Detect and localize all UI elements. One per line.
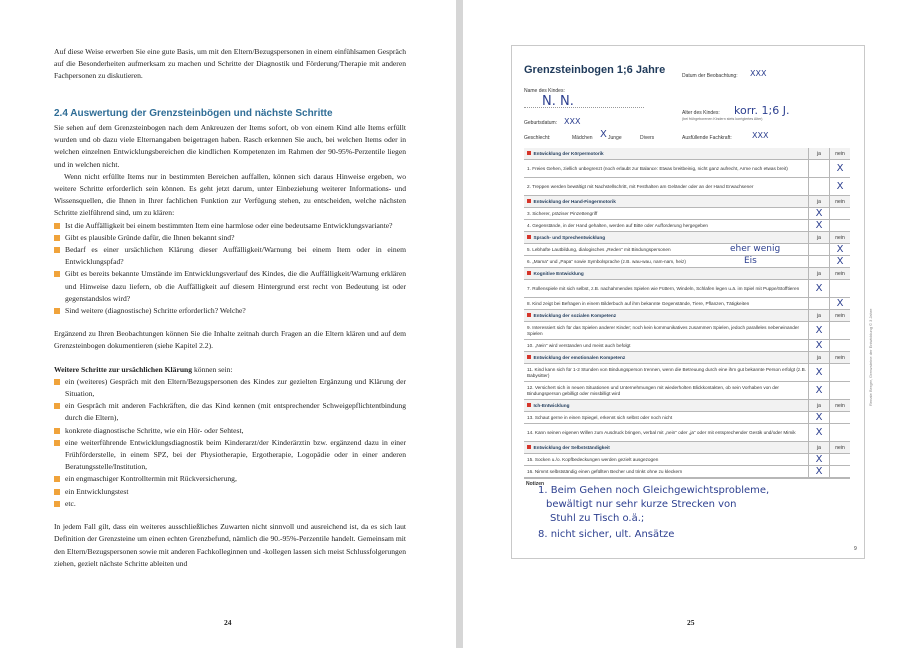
- yes-header: ja: [808, 148, 829, 159]
- no-mark-icon: X: [836, 181, 844, 192]
- note-line-4: 8. nicht sicher, ult. Ansätze: [538, 529, 675, 540]
- item-row: [524, 412, 850, 424]
- yes-header: ja: [808, 352, 829, 363]
- notes-label: Notizen: [526, 481, 545, 487]
- item-row: [524, 160, 850, 178]
- item-text: 4. Gegenstände, in der Hand gehalten, werden auf Bitte oder Aufforderung hergegeben: [527, 222, 709, 228]
- form-page-number: 9: [854, 546, 857, 552]
- no-cell[interactable]: [829, 256, 850, 267]
- no-cell[interactable]: [829, 280, 850, 297]
- form-title: Grenzsteinbogen 1;6 Jahre: [524, 64, 666, 76]
- no-mark-icon: X: [836, 256, 844, 267]
- item-row: [524, 424, 850, 442]
- yes-cell[interactable]: [808, 424, 829, 441]
- item-row: [524, 280, 850, 298]
- steps-lead-bold: Weitere Schritte zur ursächlichen Klärung: [54, 364, 193, 374]
- note-line-2: bewältigt nur sehr kurze Strecken von: [546, 499, 737, 510]
- handwritten-note-6: Eis: [744, 256, 757, 266]
- no-cell[interactable]: [829, 208, 850, 219]
- item-text: 5. Lebhafte Lautbildung, dialogisches „Reden“ mit Bindungspersonen: [527, 246, 671, 252]
- left-page: [0, 0, 456, 648]
- page-number-left: 24: [224, 618, 232, 627]
- item-text: 1. Freies Gehen, ziellich unbegrenzt (noch erlaubt zur Balance: Etwas breitbeinig, nicht ganz aufrecht, Arme noch etwas breit): [527, 165, 788, 171]
- yes-cell[interactable]: [808, 322, 829, 339]
- section-row: [524, 310, 850, 322]
- side-copyright: Renate Berger, Grenzsteine der Entwicklung © 3 Jahre: [868, 308, 873, 406]
- no-header: nein: [829, 442, 850, 453]
- question-list: [54, 220, 406, 318]
- yes-mark-icon: X: [815, 208, 823, 219]
- section-title: Ich-Entwicklung: [524, 403, 808, 409]
- no-header: nein: [829, 196, 850, 207]
- body-text: [54, 122, 406, 570]
- section-row: [524, 196, 850, 208]
- no-cell[interactable]: [829, 340, 850, 351]
- item-row: [524, 298, 850, 310]
- note-line-1: 1. Beim Gehen noch Gleichgewichtsprobleme,: [538, 485, 770, 496]
- yes-cell[interactable]: [808, 364, 829, 381]
- no-cell[interactable]: [829, 466, 850, 477]
- no-cell[interactable]: [829, 178, 850, 195]
- list-item: Ist die Auffälligkeit bei einem bestimmten Item eine harmlose oder eine bedeutsame Entwicklungsvariante?: [54, 220, 406, 232]
- list-item: ein (weiteres) Gespräch mit den Eltern/Bezugspersonen des Kindes zur gezielten Ergänzung und Klärung der Situation,: [54, 376, 406, 400]
- sex-male: Junge: [608, 135, 622, 141]
- sex-label: Geschlecht:: [524, 135, 551, 141]
- no-mark-icon: X: [836, 244, 844, 255]
- section-row: [524, 148, 850, 160]
- yes-mark-icon: X: [815, 466, 823, 477]
- list-item: ein Entwicklungstest: [54, 486, 406, 498]
- list-item: konkrete diagnostische Schritte, wie ein Hör- oder Sehtest,: [54, 425, 406, 437]
- no-cell[interactable]: [829, 160, 850, 177]
- item-text: 7. Rollenspiele mit sich selbst, z.B. nachahmendes Spielen wie Füttern, Windeln, Schlafen legen u.ä. im Spiel mit Puppe/Stofftieren: [527, 285, 800, 291]
- yes-header: ja: [808, 310, 829, 321]
- list-item: Sind weitere (diagnostische) Schritte erforderlich? Welche?: [54, 305, 406, 317]
- list-item: Gibt es plausible Gründe dafür, die Ihnen bekannt sind?: [54, 232, 406, 244]
- item-row: [524, 220, 850, 232]
- no-header: nein: [829, 310, 850, 321]
- no-cell[interactable]: [829, 454, 850, 465]
- yes-header: ja: [808, 400, 829, 411]
- item-row: [524, 364, 850, 382]
- dob-label: Geburtsdatum:: [524, 120, 558, 126]
- yes-mark-icon: X: [815, 367, 823, 378]
- item-row: [524, 244, 850, 256]
- no-cell[interactable]: [829, 382, 850, 399]
- item-row: [524, 466, 850, 478]
- section-title: Entwicklung der emotionalen Kompetenz: [524, 355, 808, 361]
- yes-header: ja: [808, 442, 829, 453]
- section-row: [524, 232, 850, 244]
- yes-cell[interactable]: [808, 412, 829, 423]
- no-cell[interactable]: [829, 244, 850, 255]
- paragraph-3: Ergänzend zu Ihren Beobachtungen können Sie die Inhalte zeitnah durch Fragen an die Eltern klären und auf dem Grenzsteinbogen dokumentieren (siehe Kapitel 2.2).: [54, 329, 406, 351]
- steps-lead: [54, 364, 406, 376]
- item-row: [524, 340, 850, 352]
- no-header: nein: [829, 352, 850, 363]
- yes-mark-icon: X: [815, 220, 823, 231]
- yes-cell[interactable]: [808, 244, 829, 255]
- name-value: N. N.: [542, 94, 574, 109]
- notes-box: [524, 478, 850, 551]
- age-label: Alter des Kindes:: [682, 110, 720, 116]
- list-item: Bedarf es einer ursächlichen Klärung dieser Auffälligkeit/Warnung bei einem Item oder in einem Entwicklungspfad?: [54, 244, 406, 268]
- no-cell[interactable]: [829, 220, 850, 231]
- intro-text: Auf diese Weise erwerben Sie eine gute Basis, um mit den Eltern/Bezugspersonen in einem einfühlsamen Gespräch auf die Besonderheiten aufmerksam zu machen und Schritte der Diagnostik und Förderung/Therapie mit anderen Fachpersonen zu diskutieren.: [54, 47, 406, 81]
- item-table: [524, 148, 850, 478]
- yes-cell[interactable]: [808, 208, 829, 219]
- yes-cell[interactable]: [808, 256, 829, 267]
- section-row: [524, 268, 850, 280]
- section-title: Entwicklung der Körpermotorik: [524, 151, 808, 157]
- handwritten-note-5: eher wenig: [730, 244, 781, 254]
- list-item: ein Gespräch mit anderen Fachkräften, die das Kind kennen (mit entsprechender Schweigepflichtentbindung durch die Eltern),: [54, 400, 406, 424]
- item-text: 10. „Nein“ wird verstanden und meist auch befolgt: [527, 342, 631, 348]
- staff-value: XXX: [752, 131, 769, 140]
- no-mark-icon: X: [836, 163, 844, 174]
- no-header: nein: [829, 400, 850, 411]
- yes-cell[interactable]: [808, 382, 829, 399]
- grenzstein-form: [511, 45, 873, 559]
- book-gutter: [456, 0, 463, 648]
- sex-female: Mädchen: [572, 135, 593, 141]
- right-page: [463, 0, 919, 648]
- item-row: [524, 382, 850, 400]
- item-text: 8. Kind zeigt bei Befragen in einem Bilderbuch auf ihm bekannte Gegenstände, Tiere, Pflanzen, Tätigkeiten: [527, 300, 750, 306]
- no-header: nein: [829, 268, 850, 279]
- item-text: 6. „Mama“ und „Papa“ sowie Symbolsprache (z.B. wau-wau, nam-nam, heiz): [527, 258, 686, 264]
- section-title: Entwicklung der sozialen Kompetenz: [524, 313, 808, 319]
- no-cell[interactable]: [829, 424, 850, 441]
- item-row: [524, 178, 850, 196]
- paragraph-4: In jedem Fall gilt, dass ein weiteres ausschließliches Zuwarten nicht sinnvoll und ausreichend ist, da es sich laut Definition der Grenzsteine um einen echten Grenzbefund, nämlich die 90.-95%-Perzentile handelt. Gemeinsam mit den Eltern/Bezugspersonen sowie mit anderen Fachkolleginnen und -kollegen lassen sich meist Schlussfolgerungen ziehen, gezielt nächste Schritte ableiten und: [54, 522, 406, 568]
- yes-mark-icon: X: [815, 427, 823, 438]
- yes-header: ja: [808, 232, 829, 243]
- item-text: 15. Socken u./o. Kopfbedeckungen werden gezielt ausgezogen: [527, 456, 659, 462]
- dob-value: XXX: [564, 117, 581, 126]
- item-text: 14. Kann seinen eigenen Willen zum Ausdruck bringen, verbal mit „nein“ oder „ja“ oder mit entsprechender Gestik und/oder Mimik: [527, 429, 796, 435]
- yes-cell[interactable]: [808, 160, 829, 177]
- yes-mark-icon: X: [815, 325, 823, 336]
- steps-lead-rest: können sein:: [192, 364, 233, 374]
- name-label: Name des Kindes:: [524, 88, 565, 94]
- age-value: korr. 1;6 J.: [734, 104, 790, 117]
- item-text: 16. Nimmt selbstständig einen gefüllten Becher und trinkt ohne zu kleckern: [527, 468, 683, 474]
- name-line: [524, 106, 644, 108]
- item-text: 2. Treppen werden bewältigt mit Nachstellschritt, mit Festhalten am Geländer oder an der Hand Erwachsener: [527, 183, 754, 189]
- no-cell[interactable]: [829, 412, 850, 423]
- yes-cell[interactable]: [808, 298, 829, 309]
- intro-paragraph: [54, 46, 406, 83]
- section-title: Sprach- und Sprechentwicklung: [524, 235, 808, 241]
- steps-list: [54, 376, 406, 510]
- yes-header: ja: [808, 196, 829, 207]
- item-text: 9. Interessiert sich für das Spielen anderer Kinder; noch kein kommunikatives zusammen Spielen, jedoch paralleles nebeneinander Spielen: [527, 324, 800, 336]
- section-row: [524, 442, 850, 454]
- item-text: 11. Kind kann sich für 1-2 Stunden von Bindungsperson trennen, wenn die Betreuung durch eine ihm gut bekannte Person erfolgt (z.B. Babysitter): [527, 366, 806, 378]
- yes-mark-icon: X: [815, 340, 823, 351]
- yes-mark-icon: X: [815, 454, 823, 465]
- list-item: Gibt es bereits bekannte Umstände im Entwicklungsverlauf des Kindes, die die Auffälligkeit/Warnung erklären und Hinweise dazu liefern, ob die Auffälligkeit auf diesem Hintergrund erst recht von Bedeutung ist oder gegenstandslos wird?: [54, 268, 406, 305]
- yes-cell[interactable]: [808, 220, 829, 231]
- item-text: 12. Versichert sich in neuen Situationen und Unternehmungen mit wiederholten Blickkontakten, ob sein Vorhaben von der Bindungsperson gebilligt oder missbilligt wird: [527, 384, 779, 396]
- section-title: Kognitive Entwicklung: [524, 271, 808, 277]
- note-line-3: Stuhl zu Tisch o.ä.;: [550, 513, 645, 524]
- yes-mark-icon: X: [815, 412, 823, 423]
- yes-cell[interactable]: [808, 454, 829, 465]
- no-mark-icon: X: [836, 298, 844, 309]
- item-row: [524, 256, 850, 268]
- paragraph-2: Wenn nicht erfüllte Items nur in bestimmten Bereichen auffallen, können sich daraus Hinweise ergeben, wo weitere Schritte erforderlich sein können. Es geht jetzt darum, unter Einbeziehung weiterer Informations- und Wissensquellen, die Ihnen in Ihrer fachlichen Funktion zur Verfügung stehen, zu entscheiden, welche nächsten Schritte zielführend sind, um zu klären:: [54, 171, 406, 218]
- item-row: [524, 322, 850, 340]
- no-cell[interactable]: [829, 298, 850, 309]
- no-cell[interactable]: [829, 322, 850, 339]
- yes-header: ja: [808, 268, 829, 279]
- obs-date-label: Datum der Beobachtung:: [682, 73, 738, 79]
- yes-cell[interactable]: [808, 340, 829, 351]
- section-row: [524, 400, 850, 412]
- paragraph-1: Sie sehen auf dem Grenzsteinbogen nach dem Ankreuzen der Items sofort, ob von einem Kind alle Items erfüllt wurden und ob dazu viele Elternangaben beigetragen haben. Rasch erkennen Sie auch, bei welchen Items oder in welchen einzelnen Entwicklungsbereichen die kindlichen Kompetenzen im Rahmen der 90-95%-Perzentile liegen und in welchen nicht.: [54, 123, 406, 169]
- yes-mark-icon: X: [815, 385, 823, 396]
- yes-mark-icon: X: [815, 283, 823, 294]
- yes-cell[interactable]: [808, 466, 829, 477]
- no-header: nein: [829, 232, 850, 243]
- item-text: 13. Schaut gerne in einen Spiegel, erkennt sich selbst oder noch nicht: [527, 414, 673, 420]
- list-item: etc.: [54, 498, 406, 510]
- staff-label: Ausfüllende Fachkraft:: [682, 135, 732, 141]
- item-text: 3. Sicherer, präziser Pinzettengriff: [527, 210, 598, 216]
- section-title: Entwicklung der Hand-Fingermotorik: [524, 199, 808, 205]
- item-row: [524, 454, 850, 466]
- list-item: eine weiterführende Entwicklungsdiagnostik beim Kinderarzt/der Kinderärztin bzw. ergänzend dazu in einer Frühförderstelle, in einem SPZ, bei der Physiotherapie, Ergotherapie, Logopädie oder in einer anderen Beratungsstelle/Institution,: [54, 437, 406, 474]
- sex-diverse: Divers: [640, 135, 655, 141]
- age-hint: (bei frühgeborenen Kindern stets korrigiertes Alter): [682, 117, 763, 121]
- no-header: nein: [829, 148, 850, 159]
- no-cell[interactable]: [829, 364, 850, 381]
- page-number-right: 25: [687, 618, 695, 627]
- sex-checkmark-icon: X: [600, 129, 607, 140]
- item-row: [524, 208, 850, 220]
- yes-cell[interactable]: [808, 280, 829, 297]
- section-heading: 2.4 Auswertung der Grenzsteinbögen und nächste Schritte: [54, 108, 333, 119]
- section-row: [524, 352, 850, 364]
- yes-cell[interactable]: [808, 178, 829, 195]
- list-item: ein engmaschiger Kontrolltermin mit Rückversicherung,: [54, 473, 406, 485]
- obs-date-value: XXX: [750, 69, 767, 78]
- section-title: Entwicklung der Selbstständigkeit: [524, 445, 808, 451]
